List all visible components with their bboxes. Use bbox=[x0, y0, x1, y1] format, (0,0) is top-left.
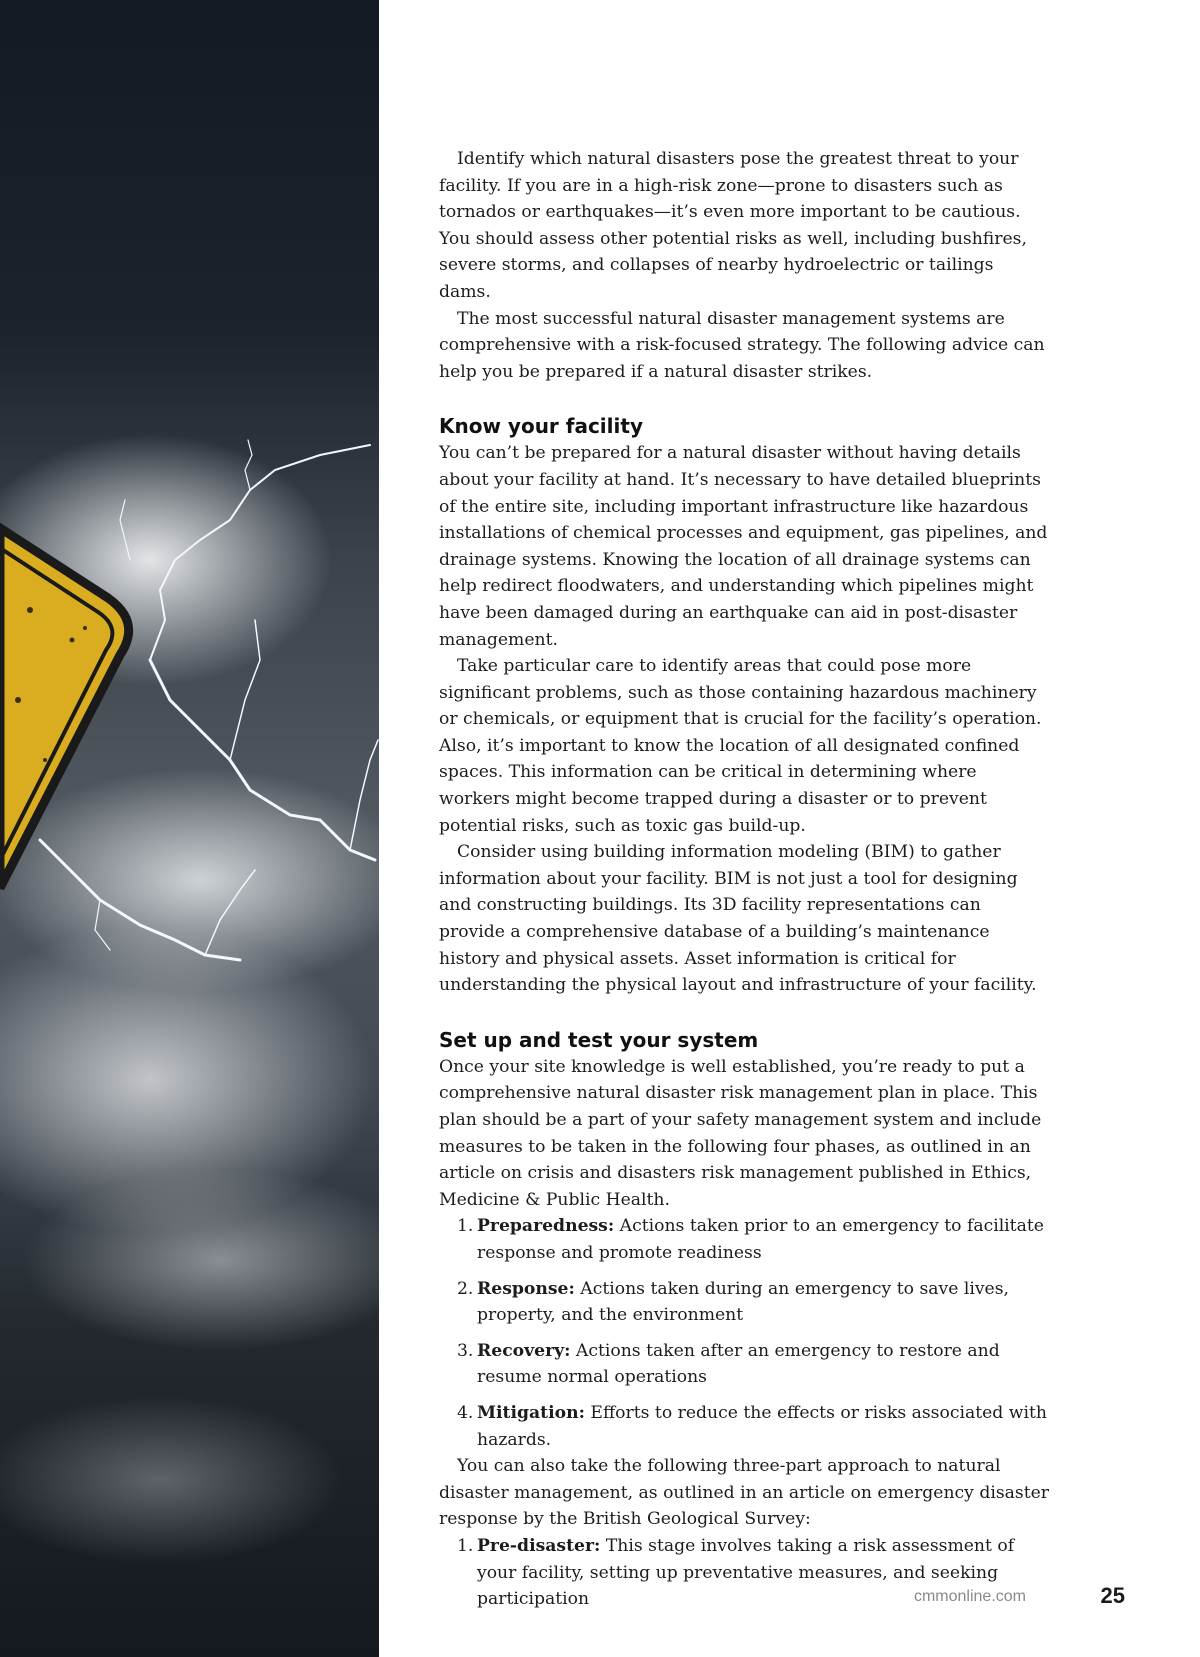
footer-website: cmmonline.com bbox=[913, 1588, 1026, 1605]
system-paragraph-2: You can also take the following three-part approach to natural disaster management, as outlined in an article on emergency disaster response by the British Geological Survey: bbox=[439, 1456, 1050, 1530]
heading-set-up-system: Set up and test your system bbox=[439, 1027, 759, 1052]
phases-list bbox=[439, 1213, 1049, 1453]
system-paragraph-1: Once your site knowledge is well established, you’re ready to put a comprehensive natural disaster risk management plan in place. This plan should be a part of your safety management system and include measures to be taken in the following four phases, as outlined in an article on crisis and disasters risk management published in Ethics, Medicine & Public Health. bbox=[439, 1056, 1042, 1210]
facility-paragraph-3: Consider using building information modeling (BIM) to gather information about your facility. BIM is not just a tool for designing and constructing buildings. Its 3D facility representations can provide a comprehensive database of a building’s maintenance history and physical assets. Asset information is critical for understanding the physical layout and infrastructure of your facility. bbox=[439, 842, 1037, 996]
intro-paragraph-1: Identify which natural disasters pose the greatest threat to your facility. If you are in a high-risk zone—prone to disasters such as tornados or earthquakes—it’s even more important to be cautious. You should assess other potential risks as well, including bushfires, severe storms, and collapses of nearby hydroelectric or tailings dams. bbox=[439, 149, 1027, 302]
warning-sign bbox=[0, 528, 129, 888]
article-body bbox=[439, 146, 1049, 1613]
page-number: 25 bbox=[1100, 1583, 1125, 1608]
facility-paragraph-1: You can’t be prepared for a natural disaster without having details about your facility at hand. It’s necessary to have detailed blueprints of the entire site, including important infrastructure like hazardous installations of chemical processes and equipment, gas pipelines, and drainage systems. Knowing the location of all drainage systems can help redirect floodwaters, and understanding which pipelines might have been damaged during an earthquake can aid in post-disaster management. bbox=[439, 443, 1048, 650]
intro-paragraph-2: The most successful natural disaster management systems are comprehensive with a risk-focused strategy. The following advice can help you be prepared if a natural disaster strikes. bbox=[439, 308, 1045, 382]
list-item: 4. Mitigation: Efforts to reduce the effects or risks associated with hazards. bbox=[457, 1402, 1047, 1450]
heading-know-your-facility: Know your facility bbox=[439, 414, 643, 439]
lightning-sign-illustration bbox=[0, 0, 379, 1657]
list-item: 1. Preparedness: Actions taken prior to an emergency to facilitate response and promote readiness bbox=[457, 1216, 1044, 1263]
list-item: 3. Recovery: Actions taken after an emergency to restore and resume normal operations bbox=[457, 1340, 1000, 1388]
list-item: 2. Response: Actions taken during an emergency to save lives, property, and the environment bbox=[457, 1278, 1010, 1326]
facility-paragraph-2: Take particular care to identify areas that could pose more significant problems, such as those containing hazardous machinery or chemicals, or equipment that is crucial for the facility’s operation. Also, it’s important to know the location of all designated confined spaces. This information can be critical in determining where workers might become trapped during a disaster or to prevent potential risks, such as toxic gas build-up. bbox=[439, 656, 1042, 836]
storm-photo bbox=[0, 0, 379, 1657]
list-item: 1. Pre-disaster: This stage involves taking a risk assessment of your facility, setting up preventative measures, and seeking participation bbox=[457, 1535, 1015, 1610]
